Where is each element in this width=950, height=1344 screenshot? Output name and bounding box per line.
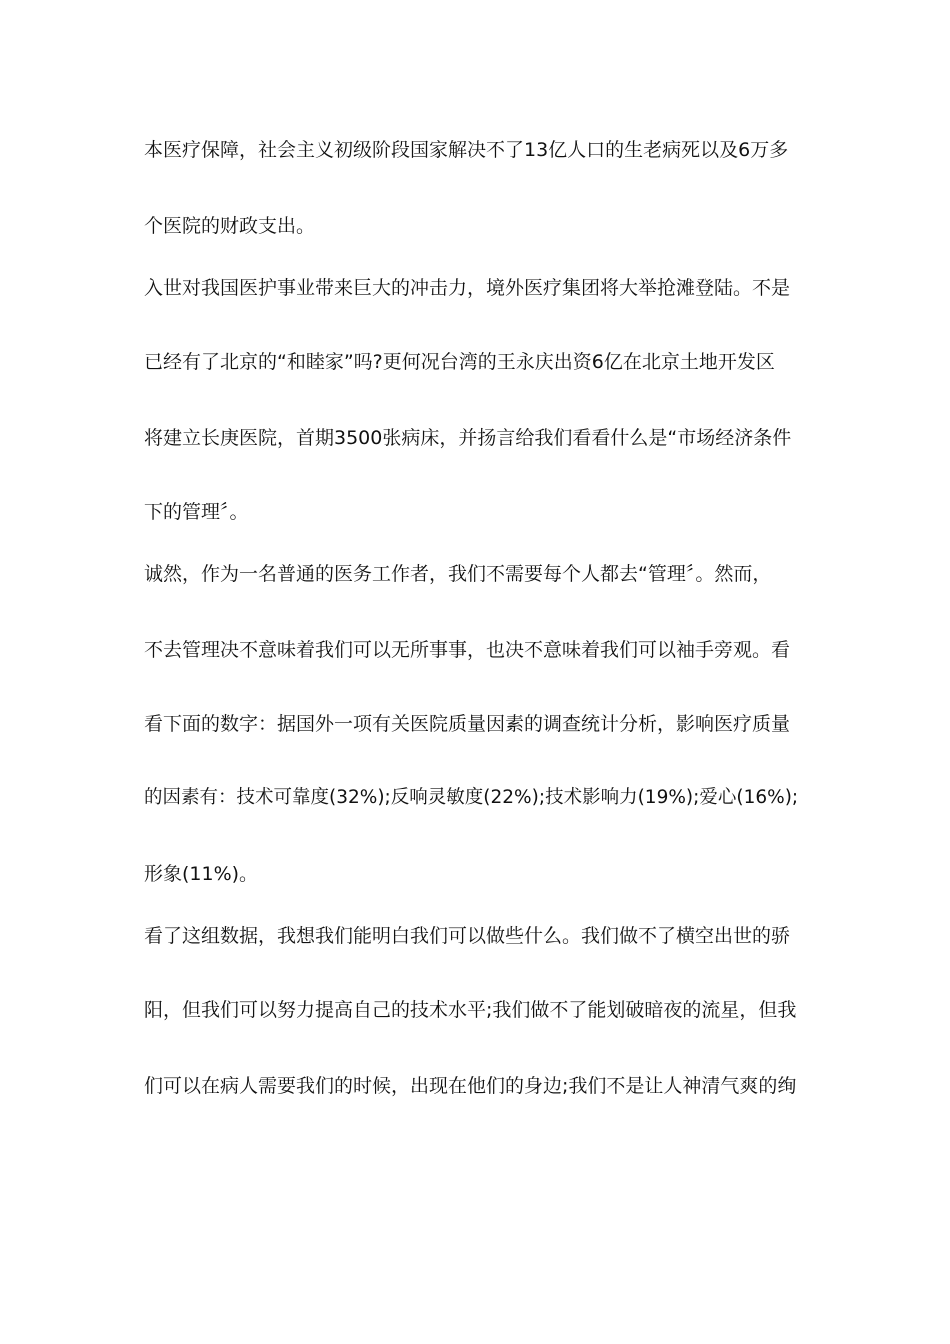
- text-line: 看了这组数据，我想我们能明白我们可以做些什么。我们做不了横空出世的骄: [144, 925, 791, 947]
- text-line: 入世对我国医护事业带来巨大的冲击力，境外医疗集团将大举抢滩登陆。不是: [144, 277, 791, 299]
- text-line: 们可以在病人需要我们的时候，出现在他们的身边;我们不是让人神清气爽的绚: [144, 1075, 797, 1097]
- text-line: 的因素有：技术可靠度(32%);反响灵敏度(22%);技术影响力(19%);爱心(16%);: [144, 787, 799, 808]
- text-line: 诚然，作为一名普通的医务工作者，我们不需要每个人都去“管理〞。然而，: [144, 563, 772, 585]
- text-line: 个医院的财政支出。: [144, 215, 316, 237]
- text-line: 阳，但我们可以努力提高自己的技术水平;我们做不了能划破暗夜的流星，但我: [144, 999, 797, 1021]
- text-line: 看下面的数字：据国外一项有关医院质量因素的调查统计分析，影响医疗质量: [144, 713, 791, 735]
- text-line: 将建立长庚医院，首期3500张病床，并扬言给我们看看什么是“市场经济条件: [144, 427, 792, 449]
- text-line: 形象(11%)。: [144, 863, 259, 885]
- text-line: 已经有了北京的“和睦家”吗?更何况台湾的王永庆出资6亿在北京土地开发区: [144, 351, 775, 373]
- text-line: 下的管理〞。: [144, 501, 249, 523]
- text-line: 不去管理决不意味着我们可以无所事事，也决不意味着我们可以袖手旁观。看: [144, 639, 791, 661]
- text-line: 本医疗保障，社会主义初级阶段国家解决不了13亿人口的生老病死以及6万多: [144, 139, 789, 161]
